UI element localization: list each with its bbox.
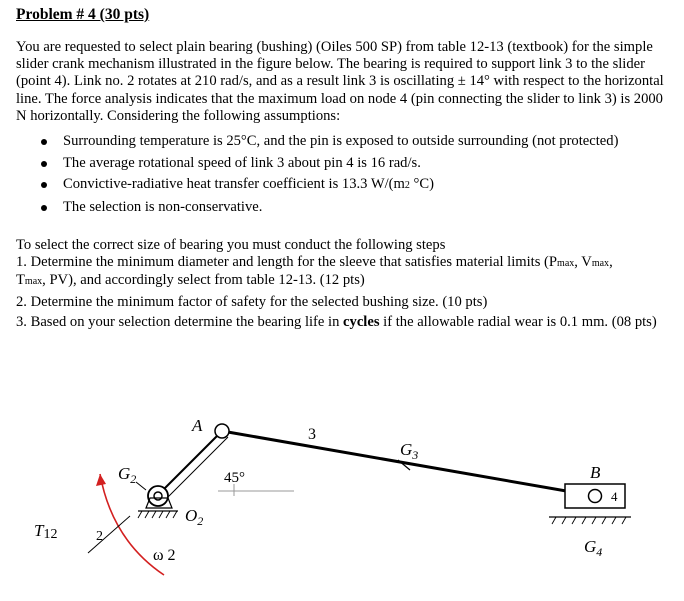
pin-a xyxy=(215,424,229,438)
label-b: B xyxy=(590,463,601,482)
problem-intro: You are requested to select plain bearing (bushing) (Oiles 500 SP) from table 12-13 (textbook) for the simple slider crank mechanism illustrated in the figure below. The bearing is required to support link 3 to the slider (point 4). Link no. 2 rotates at 210 rad/s, and as a result link 3 is oscillating ± 14° with respect to the horizontal line. The force analysis indicates that the maximum load on node 4 (pin connecting the slider to link 3) is 2000 N horizontally. Considering the following assumptions: xyxy=(16,39,664,124)
assumption-text-end: °C) xyxy=(409,176,434,192)
assumption-subscript: 2 xyxy=(404,180,410,191)
steps-intro: To select the correct size of bearing you must conduct the following steps xyxy=(16,237,446,253)
label-g3-sub: 3 xyxy=(412,448,419,462)
subscript: max xyxy=(557,258,575,270)
label-g2 xyxy=(118,464,136,486)
label-g4-sub: 4 xyxy=(596,545,603,559)
subscript: max xyxy=(591,258,610,270)
step-1-text: , PV), and accordingly select from table 12-13. (12 pts) xyxy=(42,272,365,289)
subscript: max xyxy=(24,276,43,288)
label-g4 xyxy=(584,537,602,559)
label-t12-sub: 12 xyxy=(43,527,58,542)
label-o2-sub: 2 xyxy=(197,514,204,528)
slider-ground-hatch xyxy=(552,517,626,524)
g2-marker xyxy=(136,482,146,490)
step-1-text: , xyxy=(609,254,613,271)
label-g4-text: G xyxy=(584,537,597,556)
label-angle: 45° xyxy=(224,470,245,486)
label-a: A xyxy=(192,416,203,435)
label-t12-text: T xyxy=(34,521,44,540)
label-g2-sub: 2 xyxy=(130,472,137,486)
label-g3 xyxy=(400,440,418,462)
assumption-text: Convictive-radiative heat transfer coefficient is 13.3 W/(m xyxy=(63,176,405,192)
assumption-item: The average rotational speed of link 3 about pin 4 is 16 rad/s. xyxy=(16,153,656,175)
assumption-item: Surrounding temperature is 25°C, and the pin is exposed to outside surrounding (not protected) xyxy=(16,131,656,153)
pivot-o2-hatch xyxy=(138,511,177,518)
step-2: 2. Determine the minimum factor of safety for the selected bushing size. (10 pts) xyxy=(16,293,488,310)
label-omega: ω 2 xyxy=(153,547,176,564)
step-3-bold: cycles xyxy=(343,313,380,330)
step-3-text: 3. Based on your selection determine the bearing life in xyxy=(16,313,344,330)
label-link-3: 3 xyxy=(308,426,316,443)
torque-arrow-head xyxy=(96,474,106,486)
label-link-2: 2 xyxy=(96,529,103,544)
crank-link-2-side xyxy=(162,437,228,503)
label-g3-text: G xyxy=(400,440,413,459)
crank-link-2 xyxy=(156,431,222,497)
step-1-text: , V xyxy=(574,254,592,271)
step-1-text: T xyxy=(16,272,25,289)
pin-b xyxy=(589,490,602,503)
label-o2 xyxy=(185,506,203,528)
label-4: 4 xyxy=(611,489,618,504)
assumption-item: The selection is non-conservative. xyxy=(16,197,656,219)
step-3-text: if the allowable radial wear is 0.1 mm. (08 pts) xyxy=(379,313,657,330)
label-o2-text: O xyxy=(185,506,198,525)
label-g2-text: G xyxy=(118,464,131,483)
pivot-o2-inner xyxy=(154,492,162,500)
problem-title: Problem # 4 (30 pts) xyxy=(16,6,150,23)
step-1-text: 1. Determine the minimum diameter and length for the sleeve that satisfies material limits (P xyxy=(16,254,558,271)
label-t12 xyxy=(34,521,57,542)
